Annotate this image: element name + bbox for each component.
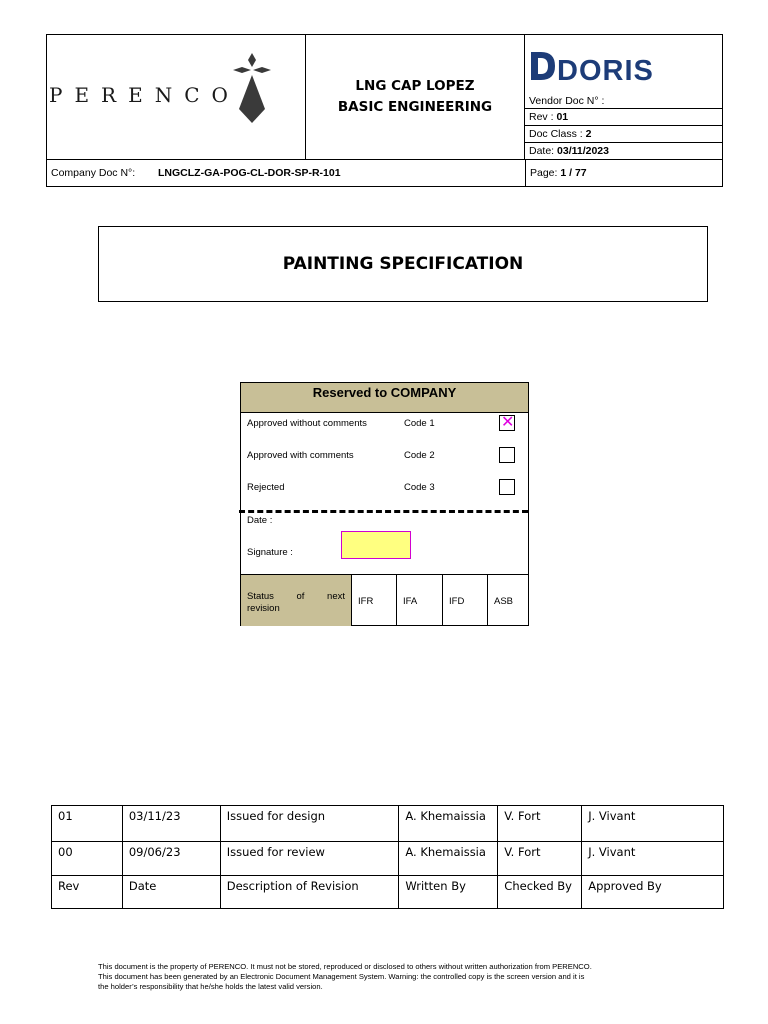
signature-field[interactable] bbox=[341, 531, 411, 559]
column-header-approved-by: Approved By bbox=[582, 876, 724, 909]
page-number-field bbox=[525, 160, 722, 186]
revision-number: 01 bbox=[52, 806, 123, 842]
doc-class-field bbox=[525, 125, 722, 142]
table-row bbox=[52, 806, 724, 842]
perenco-logo-text: PERENCO bbox=[49, 83, 240, 107]
doc-class-label: Doc Class : bbox=[529, 128, 586, 140]
status-option-ifr[interactable]: IFR bbox=[352, 575, 397, 626]
project-phase: BASIC ENGINEERING bbox=[337, 99, 493, 115]
revision-approved-by: J. Vivant bbox=[582, 842, 724, 876]
date-field bbox=[525, 142, 722, 159]
perenco-ermine-icon bbox=[230, 53, 274, 123]
company-doc-label: Company Doc N°: bbox=[51, 167, 136, 179]
revision-approved-by: J. Vivant bbox=[582, 806, 724, 842]
document-header bbox=[46, 34, 723, 187]
column-header-rev: Rev bbox=[52, 876, 123, 909]
project-title-cell bbox=[306, 35, 525, 159]
revision-written-by: A. Khemaissia bbox=[399, 842, 498, 876]
approval-option-code: Code 3 bbox=[404, 482, 435, 493]
project-name: LNG CAP LOPEZ bbox=[355, 78, 475, 94]
contractor-info-cell bbox=[525, 35, 722, 159]
status-word: revision bbox=[247, 603, 280, 614]
revision-number: 00 bbox=[52, 842, 123, 876]
revision-description: Issued for review bbox=[220, 842, 399, 876]
revision-date: 09/06/23 bbox=[122, 842, 220, 876]
dashed-divider bbox=[239, 510, 528, 513]
doc-class-value: 2 bbox=[585, 128, 592, 140]
doris-logo bbox=[529, 49, 654, 87]
next-revision-status-row bbox=[241, 574, 528, 625]
revision-checked-by: V. Fort bbox=[498, 842, 582, 876]
rejected-checkbox[interactable] bbox=[499, 479, 515, 495]
approval-option-code: Code 1 bbox=[404, 418, 435, 429]
footer-line: This document is the property of PERENCO. It must not be stored, reproduced or disclosed to others without written authorization from PERENCO. bbox=[98, 962, 592, 971]
approval-date-label: Date : bbox=[247, 515, 273, 526]
document-title-box bbox=[98, 226, 708, 302]
approved-without-comments-checkbox[interactable] bbox=[499, 415, 515, 431]
approved-with-comments-checkbox[interactable] bbox=[499, 447, 515, 463]
footer-line: This document has been generated by an Electronic Document Management System. Warning: the controlled copy is the screen version and it is bbox=[98, 972, 585, 981]
vendor-doc-number: Vendor Doc N° : bbox=[529, 95, 605, 107]
revision-table bbox=[51, 805, 724, 909]
status-word: next bbox=[327, 591, 345, 602]
approval-option-label: Rejected bbox=[247, 482, 285, 493]
status-option-asb[interactable]: ASB bbox=[494, 596, 514, 607]
date-value: 03/11/2023 bbox=[557, 145, 609, 157]
check-x-mark: ✕ bbox=[501, 414, 515, 431]
approval-box-heading: Reserved to COMPANY bbox=[241, 383, 528, 413]
column-header-written-by: Written By bbox=[399, 876, 498, 909]
confidentiality-footer bbox=[98, 962, 688, 992]
status-word: Status bbox=[247, 591, 274, 602]
footer-line: the holder’s responsibility that he/she holds the latest valid version. bbox=[98, 982, 323, 991]
revision-description: Issued for design bbox=[220, 806, 399, 842]
status-option-ifd[interactable]: IFD bbox=[443, 575, 488, 626]
company-doc-row bbox=[47, 159, 722, 186]
approval-option-label: Approved without comments bbox=[247, 418, 367, 429]
revision-checked-by: V. Fort bbox=[498, 806, 582, 842]
approval-option-label: Approved with comments bbox=[247, 450, 354, 461]
column-header-checked-by: Checked By bbox=[498, 876, 582, 909]
doris-logo-text: DORIS bbox=[557, 55, 654, 87]
page-value: 1 / 77 bbox=[560, 167, 587, 179]
table-header-row bbox=[52, 876, 724, 909]
approval-option-code: Code 2 bbox=[404, 450, 435, 461]
company-doc-number: LNGCLZ-GA-POG-CL-DOR-SP-R-101 bbox=[158, 167, 341, 179]
signature-label: Signature : bbox=[247, 547, 293, 558]
document-title: PAINTING SPECIFICATION bbox=[282, 254, 524, 274]
perenco-logo-cell bbox=[47, 35, 306, 159]
date-label: Date: bbox=[529, 145, 558, 157]
company-approval-box bbox=[240, 382, 529, 626]
column-header-date: Date bbox=[122, 876, 220, 909]
revision-written-by: A. Khemaissia bbox=[399, 806, 498, 842]
revision-date: 03/11/23 bbox=[122, 806, 220, 842]
table-row bbox=[52, 842, 724, 876]
column-header-description: Description of Revision bbox=[220, 876, 399, 909]
status-of-next-revision-label bbox=[241, 575, 352, 626]
status-option-ifa[interactable]: IFA bbox=[397, 575, 443, 626]
revision-field bbox=[525, 108, 722, 125]
revision-value: 01 bbox=[556, 111, 569, 123]
page-label: Page: bbox=[530, 167, 561, 179]
revision-label: Rev : bbox=[529, 111, 557, 123]
status-word: of bbox=[296, 591, 305, 602]
